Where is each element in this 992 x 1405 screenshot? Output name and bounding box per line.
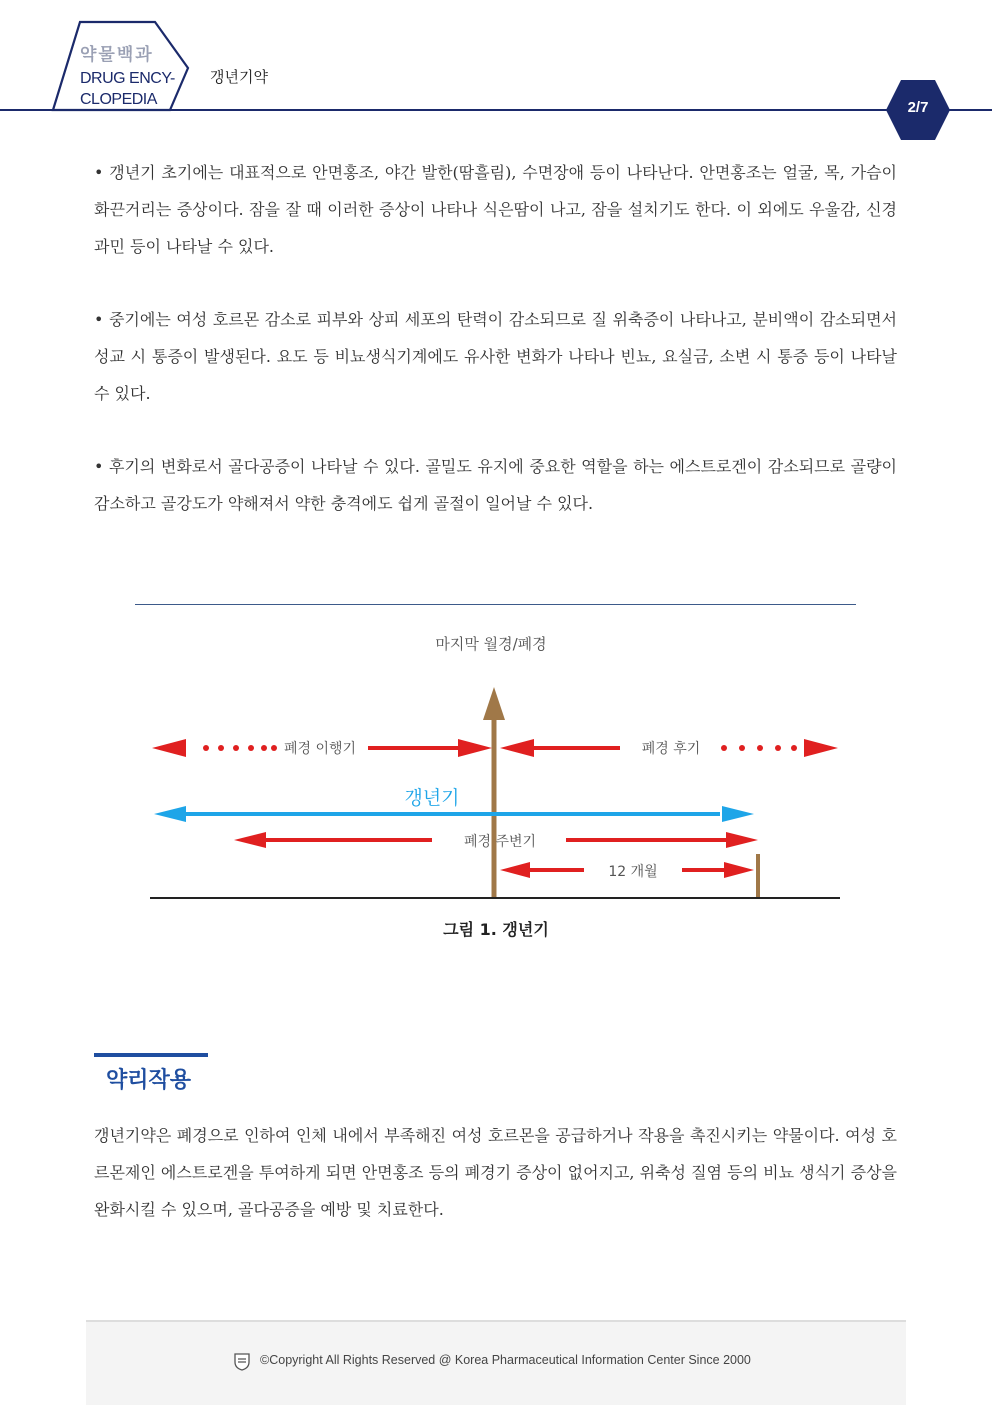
paragraph-early-symptoms: • 갱년기 초기에는 대표적으로 안면홍조, 야간 발한(땀흘림), 수면장애 등이 나타난다. 안면홍조는 얼굴, 목, 가슴이 화끈거리는 증상이다. 잠을 잘 때 이러한 증상이 나타나 식은땀이 나고, 잠을 설치기도 한다. 이 외에도 우울감, 신경과민 등이 나타날 수 있다. (94, 163, 897, 256)
months-right-arrowhead-icon (724, 862, 754, 878)
climacteric-left-arrowhead-icon (154, 806, 186, 822)
menopause-timeline-diagram (140, 620, 850, 910)
post-left-arrowhead-icon (500, 739, 534, 757)
pre-menopause-label: 폐경 이행기 (283, 741, 357, 757)
climacteric-right-arrowhead-icon (722, 806, 754, 822)
pre-right-arrowhead-icon (458, 739, 492, 757)
climacteric-label: 갱년기 (404, 787, 460, 809)
paragraph-late-symptoms: • 후기의 변화로서 골다공증이 나타날 수 있다. 골밀도 유지에 중요한 역할을 하는 에스트로겐이 감소되므로 골량이 감소하고 골강도가 약해져서 약한 충격에도 쉽게 골절이 일어날 수 있다. (94, 457, 897, 513)
page-number: 2/7 (907, 99, 929, 116)
months-left-arrowhead-icon (500, 862, 530, 878)
peri-right-arrowhead-icon (726, 832, 758, 848)
section-title: 약리작용 (106, 1068, 192, 1093)
post-menopause-label: 폐경 후기 (641, 741, 701, 757)
months-label: 12 개월 (608, 864, 658, 880)
top-label: 마지막 월경/폐경 (435, 635, 547, 653)
figure-caption: 그림 1. 갱년기 (443, 920, 549, 939)
logo-korean-text: 약물백과 (80, 45, 154, 65)
pre-dotted-line (203, 745, 277, 751)
shield-logo-icon (234, 1353, 250, 1371)
logo-english-line2: CLOPEDIA (80, 91, 157, 108)
logo-english-line1: DRUG ENCY- (80, 70, 175, 87)
document-title: 갱년기약 (210, 68, 268, 86)
pre-left-arrowhead-icon (152, 739, 186, 757)
final-menstruation-arrowhead-icon (483, 687, 505, 720)
section-body: 갱년기약은 폐경으로 인하여 인체 내에서 부족해진 여성 호르몬을 공급하거나 작용을 촉진시키는 약물이다. 여성 호르몬제인 에스트로겐을 투여하게 되면 안면홍조 등의 폐경기 증상이 없어지고, 위축성 질염 등의 비뇨 생식기 증상을 완화시킬 수 있으며, 골다공증을 예방 및 치료한다. (94, 1126, 897, 1219)
perimenopause-label: 폐경 주변기 (463, 834, 537, 850)
section-accent-bar (94, 1053, 208, 1057)
post-right-arrowhead-icon (804, 739, 838, 757)
peri-left-arrowhead-icon (234, 832, 266, 848)
logo-english-text (80, 68, 175, 110)
figure-top-rule (135, 604, 856, 605)
post-dotted-line (721, 745, 797, 751)
footer-copyright: ©Copyright All Rights Reserved @ Korea Pharmaceutical Information Center Since 2000 (260, 1353, 751, 1367)
paragraph-middle-symptoms: • 중기에는 여성 호르몬 감소로 피부와 상피 세포의 탄력이 감소되므로 질 위축증이 나타나고, 분비액이 감소되면서 성교 시 통증이 발생된다. 요도 등 비뇨생식기계에도 유사한 변화가 나타나 빈뇨, 요실금, 소변 시 통증 등이 나타날 수 있다. (94, 310, 897, 403)
